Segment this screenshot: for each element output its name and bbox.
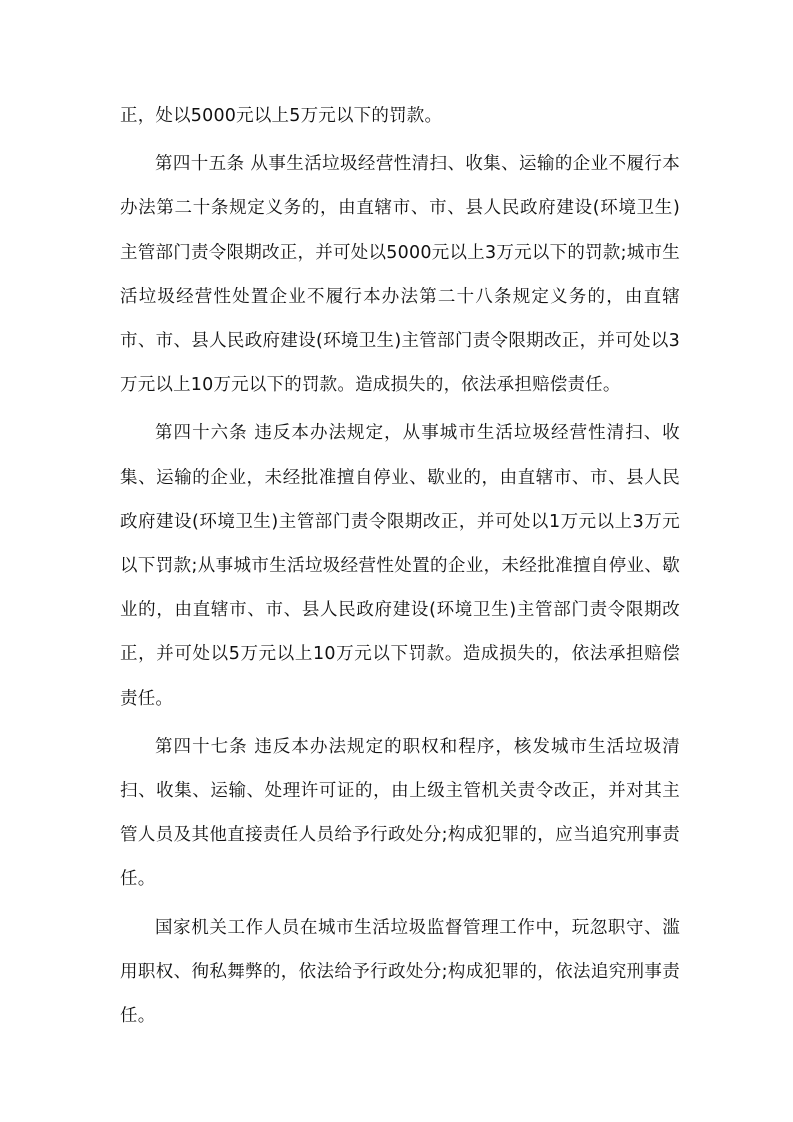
paragraph-officials-liability: 国家机关工作人员在城市生活垃圾监督管理工作中，玩忽职守、滥用职权、徇私舞弊的，依法给予行政处分;构成犯罪的，依法追究刑事责任。 — [120, 917, 680, 1027]
paragraph-article-45: 第四十五条 从事生活垃圾经营性清扫、收集、运输的企业不履行本办法第二十条规定义务的，由直辖市、市、县人民政府建设(环境卫生)主管部门责令限期改正，并可处以5000元以上3万元以下的罚款;城市生活垃圾经营性处置企业不履行本办法第二十八条规定义务的，由直辖市、市、县人民政府建设(环境卫生)主管部门责令限期改正，并可处以3万元以上10万元以下的罚款。造成损失的，依法承担赔偿责任。 — [120, 154, 680, 396]
paragraph-continuation: 正，处以5000元以上5万元以下的罚款。 — [120, 106, 443, 126]
paragraph-article-46: 第四十六条 违反本办法规定，从事城市生活垃圾经营性清扫、收集、运输的企业，未经批准擅自停业、歇业的，由直辖市、市、县人民政府建设(环境卫生)主管部门责令限期改正，并可处以1万元以上3万元以下罚款;从事城市生活垃圾经营性处置的企业，未经批准擅自停业、歇业的，由直辖市、市、县人民政府建设(环境卫生)主管部门责令限期改正，并可处以5万元以上10万元以下罚款。造成损失的，依法承担赔偿责任。 — [120, 423, 680, 709]
document-body — [120, 94, 680, 1038]
paragraph-article-47: 第四十七条 违反本办法规定的职权和程序，核发城市生活垃圾清扫、收集、运输、处理许可证的，由上级主管机关责令改正，并对其主管人员及其他直接责任人员给予行政处分;构成犯罪的，应当追究刑事责任。 — [120, 736, 680, 890]
